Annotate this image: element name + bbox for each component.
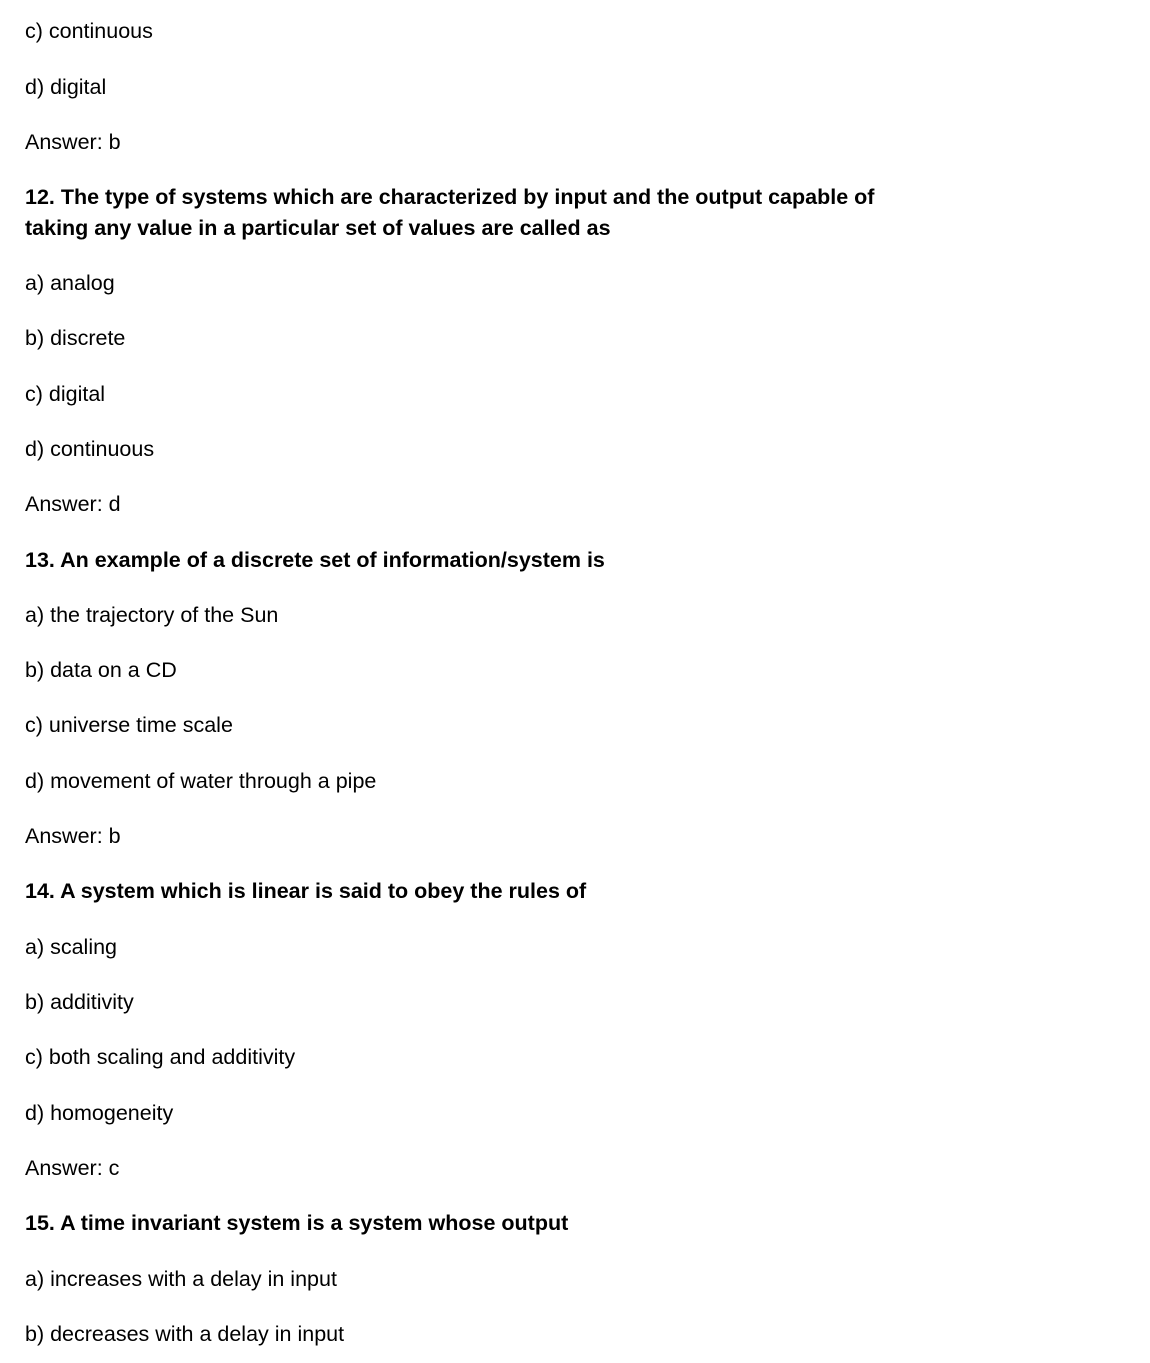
question-14-title: 14. A system which is linear is said to obey the rules of (25, 879, 587, 903)
q13-answer: Answer: b (25, 824, 121, 848)
q14-option-c: c) both scaling and additivity (25, 1045, 296, 1069)
question-13-title: 13. An example of a discrete set of information/system is (25, 548, 605, 572)
question-12-title: 12. The type of systems which are characterized by input and the output capable of (25, 185, 875, 209)
q14-option-d: d) homogeneity (25, 1101, 174, 1125)
q14-option-b: b) additivity (25, 990, 134, 1014)
q12-option-a: a) analog (25, 271, 115, 295)
q12-option-b: b) discrete (25, 326, 126, 350)
question-12-title-cont: taking any value in a particular set of values are called as (25, 216, 611, 240)
q12-option-d: d) continuous (25, 437, 155, 461)
q15-option-b: b) decreases with a delay in input (25, 1322, 345, 1346)
q14-answer: Answer: c (25, 1156, 120, 1180)
q12-option-c: c) digital (25, 382, 106, 406)
question-15-title: 15. A time invariant system is a system whose output (25, 1211, 569, 1235)
q13-option-b: b) data on a CD (25, 658, 177, 682)
answer-prev: Answer: b (25, 130, 121, 154)
q12-answer: Answer: d (25, 492, 121, 516)
q13-option-c: c) universe time scale (25, 713, 233, 737)
q14-option-a: a) scaling (25, 935, 118, 959)
q15-option-a: a) increases with a delay in input (25, 1267, 337, 1291)
q13-option-a: a) the trajectory of the Sun (25, 603, 279, 627)
q13-option-d: d) movement of water through a pipe (25, 769, 377, 793)
option-c-prev: c) continuous (25, 19, 153, 43)
option-d-prev: d) digital (25, 75, 107, 99)
